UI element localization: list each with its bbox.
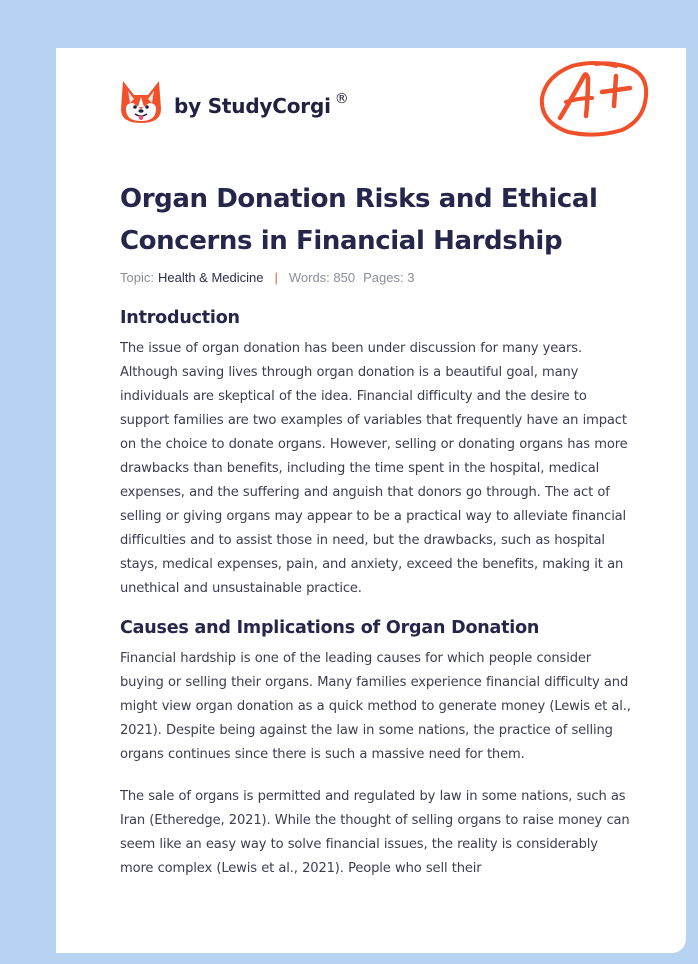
article — [120, 178, 632, 881]
topic-link[interactable]: Health & Medicine — [157, 270, 264, 285]
paragraph: Financial hardship is one of the leading causes for which people consider buying or selling their organs. Many families experience financial difficulty and might view organ donation as a quick method to generate money (Lewis et al., 2021). Despite being against the law in some nations, the practice of selling organs continues since there is such a massive need for them. — [120, 651, 631, 762]
site-header — [120, 74, 349, 130]
section-heading-introduction: Introduction — [120, 308, 240, 328]
page-title: Organ Donation Risks and Ethical Concerns in Financial Hardship — [120, 184, 598, 256]
registered-mark: ® — [334, 91, 349, 107]
a-plus-grade-icon — [538, 58, 650, 140]
page-count: Pages: 3 — [363, 270, 415, 285]
paragraph: The issue of organ donation has been under discussion for many years. Although saving lives through organ donation is a beautiful goal, many individuals are skeptical of the idea. Financial difficulty and the desire to support families are two examples of variables that frequently have an impact on the choice to donate organs. However, selling or donating organs has more drawbacks than benefits, including the time spent in the hospital, medical expenses, and the suffering and anguish that donors go through. The act of selling or giving organs may appear to be a practical way to alleviate financial difficulties and to assist those in need, but the drawbacks, such as hospital stays, medical expenses, pain, and anxiety, exceed the benefits, making it an unethical and unsustainable practice. — [120, 341, 628, 596]
topic-label: Topic: — [120, 270, 154, 285]
article-meta — [120, 270, 632, 285]
section-heading-causes: Causes and Implications of Organ Donation — [120, 618, 540, 638]
document-card — [56, 48, 686, 953]
brand-name[interactable] — [174, 91, 349, 118]
corgi-logo-icon[interactable] — [120, 79, 162, 125]
brand-text: by StudyCorgi — [174, 94, 331, 118]
word-count: Words: 850 — [288, 270, 356, 285]
meta-separator: | — [274, 270, 278, 285]
paragraph: The sale of organs is permitted and regulated by law in some nations, such as Iran (Etheredge, 2021). While the thought of selling organs to raise money can seem like an easy way to solve financial issues, the reality is considerably more complex (Lewis et al., 2021). People who sell their — [120, 789, 630, 876]
